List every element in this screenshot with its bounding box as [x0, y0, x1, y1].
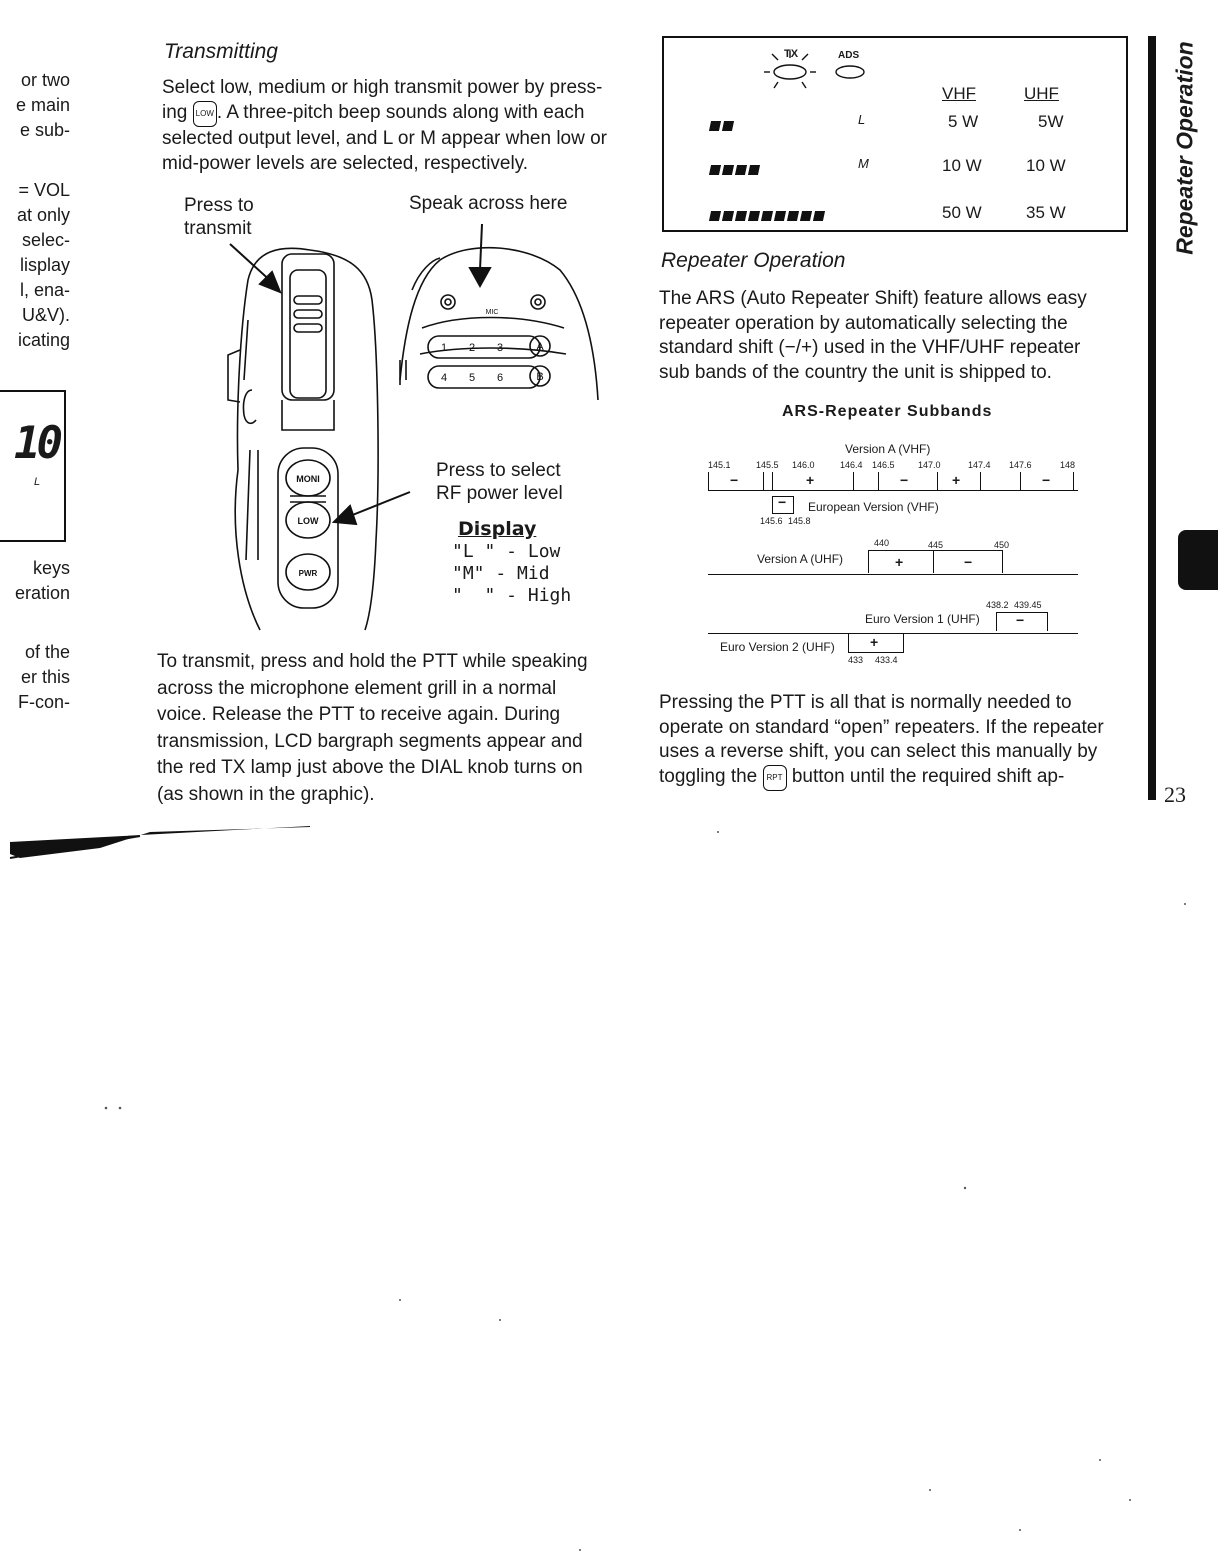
freq-label: 445 — [928, 540, 944, 550]
text-line: repeater operation by automatically selecting the — [659, 312, 1068, 334]
column-header-uhf: UHF — [1024, 84, 1059, 103]
freq-label: 146.0 — [792, 460, 815, 470]
margin-fragment: e sub- — [19, 120, 70, 140]
lcd-small-label: L — [34, 476, 41, 488]
key-3: 3 — [496, 342, 504, 354]
text-line: standard shift (−/+) used in the VHF/UHF repeater — [659, 337, 1081, 358]
freq-label: 147.0 — [918, 460, 941, 470]
text-line: sub bands of the country the unit is shipped to. — [659, 361, 1052, 383]
shift-sign: − — [1042, 472, 1051, 488]
text-line: Pressing the PTT is all that is normally needed to — [659, 692, 1072, 713]
text-line: Select low, medium or high transmit power by press- — [162, 77, 603, 98]
freq-label: 450 — [994, 540, 1010, 550]
indicator-mid: M — [858, 156, 869, 171]
key-a: A — [536, 341, 544, 353]
margin-fragment: lisplay — [19, 255, 70, 275]
low-key-icon: LOW — [193, 101, 217, 128]
freq-label: 145.8 — [788, 516, 811, 526]
pwr-button-label: PWR — [298, 569, 318, 578]
repeater-heading: Repeater Operation — [661, 249, 846, 272]
uhf-high-power: 35 W — [1026, 203, 1066, 222]
margin-fragment: of the — [24, 642, 70, 662]
margin-fragment: U&V). — [21, 305, 70, 325]
shift-sign: − — [1016, 612, 1025, 628]
text-line: voice. Release the PTT to receive again. During — [157, 704, 561, 725]
margin-fragment: or two — [20, 70, 70, 90]
freq-label: 146.5 — [872, 460, 895, 470]
freq-label: 433.4 — [875, 655, 898, 665]
margin-fragment: er this — [20, 667, 70, 687]
shift-sign: − — [900, 472, 909, 488]
text-line: uses a reverse shift, you can select this manually by — [659, 741, 1098, 762]
subbands-title: ARS-Repeater Subbands — [782, 403, 993, 420]
text-line: (as shown in the graphic). — [157, 783, 375, 805]
moni-button-label: MONI — [296, 474, 320, 484]
freq-label: 145.6 — [760, 516, 783, 526]
version-a-vhf-title: Version A (VHF) — [845, 442, 931, 456]
text-line: The ARS (Auto Repeater Shift) feature allows easy — [659, 288, 1087, 309]
text-line: To transmit, press and hold the PTT while speaking — [157, 651, 588, 672]
press-to-transmit-label: Press to transmit — [184, 195, 254, 239]
euro-1-uhf-title: Euro Version 1 (UHF) — [865, 612, 980, 626]
version-a-uhf-title: Version A (UHF) — [757, 552, 844, 566]
text-line: operate on standard “open” repeaters. If the repeater — [659, 716, 1104, 738]
vhf-mid-power: 10 W — [942, 156, 982, 175]
key-6: 6 — [496, 372, 504, 384]
sidebar-title: Repeater Operation — [1171, 41, 1198, 255]
mic-label: MIC — [485, 309, 499, 316]
freq-label: 148 — [1060, 460, 1076, 470]
text-line: selected output level, and L or M appear when low or — [162, 128, 608, 149]
display-heading: Display — [458, 518, 537, 540]
margin-fragment: eration — [14, 583, 70, 603]
margin-fragment: e main — [15, 95, 70, 115]
display-high: " " - High — [452, 585, 572, 606]
display-mid: "M" - Mid — [452, 563, 550, 584]
text-line: transmission, LCD bargraph segments appear and — [157, 730, 583, 752]
text-line: the red TX lamp just above the DIAL knob turns on — [157, 757, 583, 778]
key-1: 1 — [440, 342, 448, 354]
shift-sign: + — [806, 472, 815, 488]
freq-label: 438.2 — [986, 600, 1009, 610]
margin-fragment: at only — [16, 205, 70, 225]
uhf-low-power: 5W — [1038, 112, 1064, 131]
key-4: 4 — [440, 372, 448, 384]
vhf-high-power: 50 W — [942, 203, 982, 222]
margin-fragment: icating — [17, 330, 70, 350]
margin-fragment: F-con- — [17, 692, 70, 712]
shift-sign: − — [964, 554, 973, 570]
rpt-key-icon: RPT — [763, 765, 787, 792]
key-b: B — [536, 371, 544, 383]
freq-label: 147.4 — [968, 460, 991, 470]
ads-label: ADS — [838, 50, 860, 61]
tx-label: TX — [784, 48, 799, 60]
text-line: toggling the RPT button until the required shift ap- — [659, 765, 1127, 792]
shift-sign: + — [870, 634, 879, 650]
low-button-label: LOW — [297, 516, 319, 526]
freq-label: 433 — [848, 655, 864, 665]
freq-label: 145.1 — [708, 460, 731, 470]
euro-2-uhf-title: Euro Version 2 (UHF) — [720, 640, 835, 654]
freq-label: 439.45 — [1014, 600, 1042, 610]
speak-across-label: Speak across here — [409, 193, 568, 214]
transmitting-heading: Transmitting — [164, 40, 278, 63]
shift-sign: − — [730, 472, 739, 488]
freq-label: 145.5 — [756, 460, 779, 470]
shift-sign: + — [952, 472, 961, 488]
text-line: mid-power levels are selected, respectively. — [162, 152, 529, 174]
text-line: across the microphone element grill in a normal — [157, 677, 557, 699]
margin-fragment: l, ena- — [19, 280, 70, 300]
uhf-mid-power: 10 W — [1026, 156, 1066, 175]
margin-fragment: = VOL — [18, 180, 70, 200]
indicator-low: L — [858, 112, 866, 127]
european-vhf-title: European Version (VHF) — [808, 500, 939, 514]
margin-fragment: keys — [32, 558, 70, 578]
shift-sign: − — [778, 494, 787, 510]
margin-fragment: selec- — [21, 230, 70, 250]
column-header-vhf: VHF — [942, 84, 976, 103]
freq-label: 147.6 — [1009, 460, 1032, 470]
press-to-select-label: Press to select RF power level — [436, 460, 563, 504]
shift-sign: + — [895, 554, 904, 570]
page-number: 23 — [1164, 782, 1186, 807]
display-low: "L " - Low — [452, 541, 561, 562]
freq-label: 146.4 — [840, 460, 863, 470]
lcd-digit: 10 — [14, 418, 59, 469]
freq-label: 440 — [874, 538, 890, 548]
key-5: 5 — [468, 372, 476, 384]
key-2: 2 — [468, 342, 476, 354]
text-line: ing LOW . A three-pitch beep sounds along with each — [162, 101, 622, 128]
vhf-low-power: 5 W — [948, 112, 979, 131]
